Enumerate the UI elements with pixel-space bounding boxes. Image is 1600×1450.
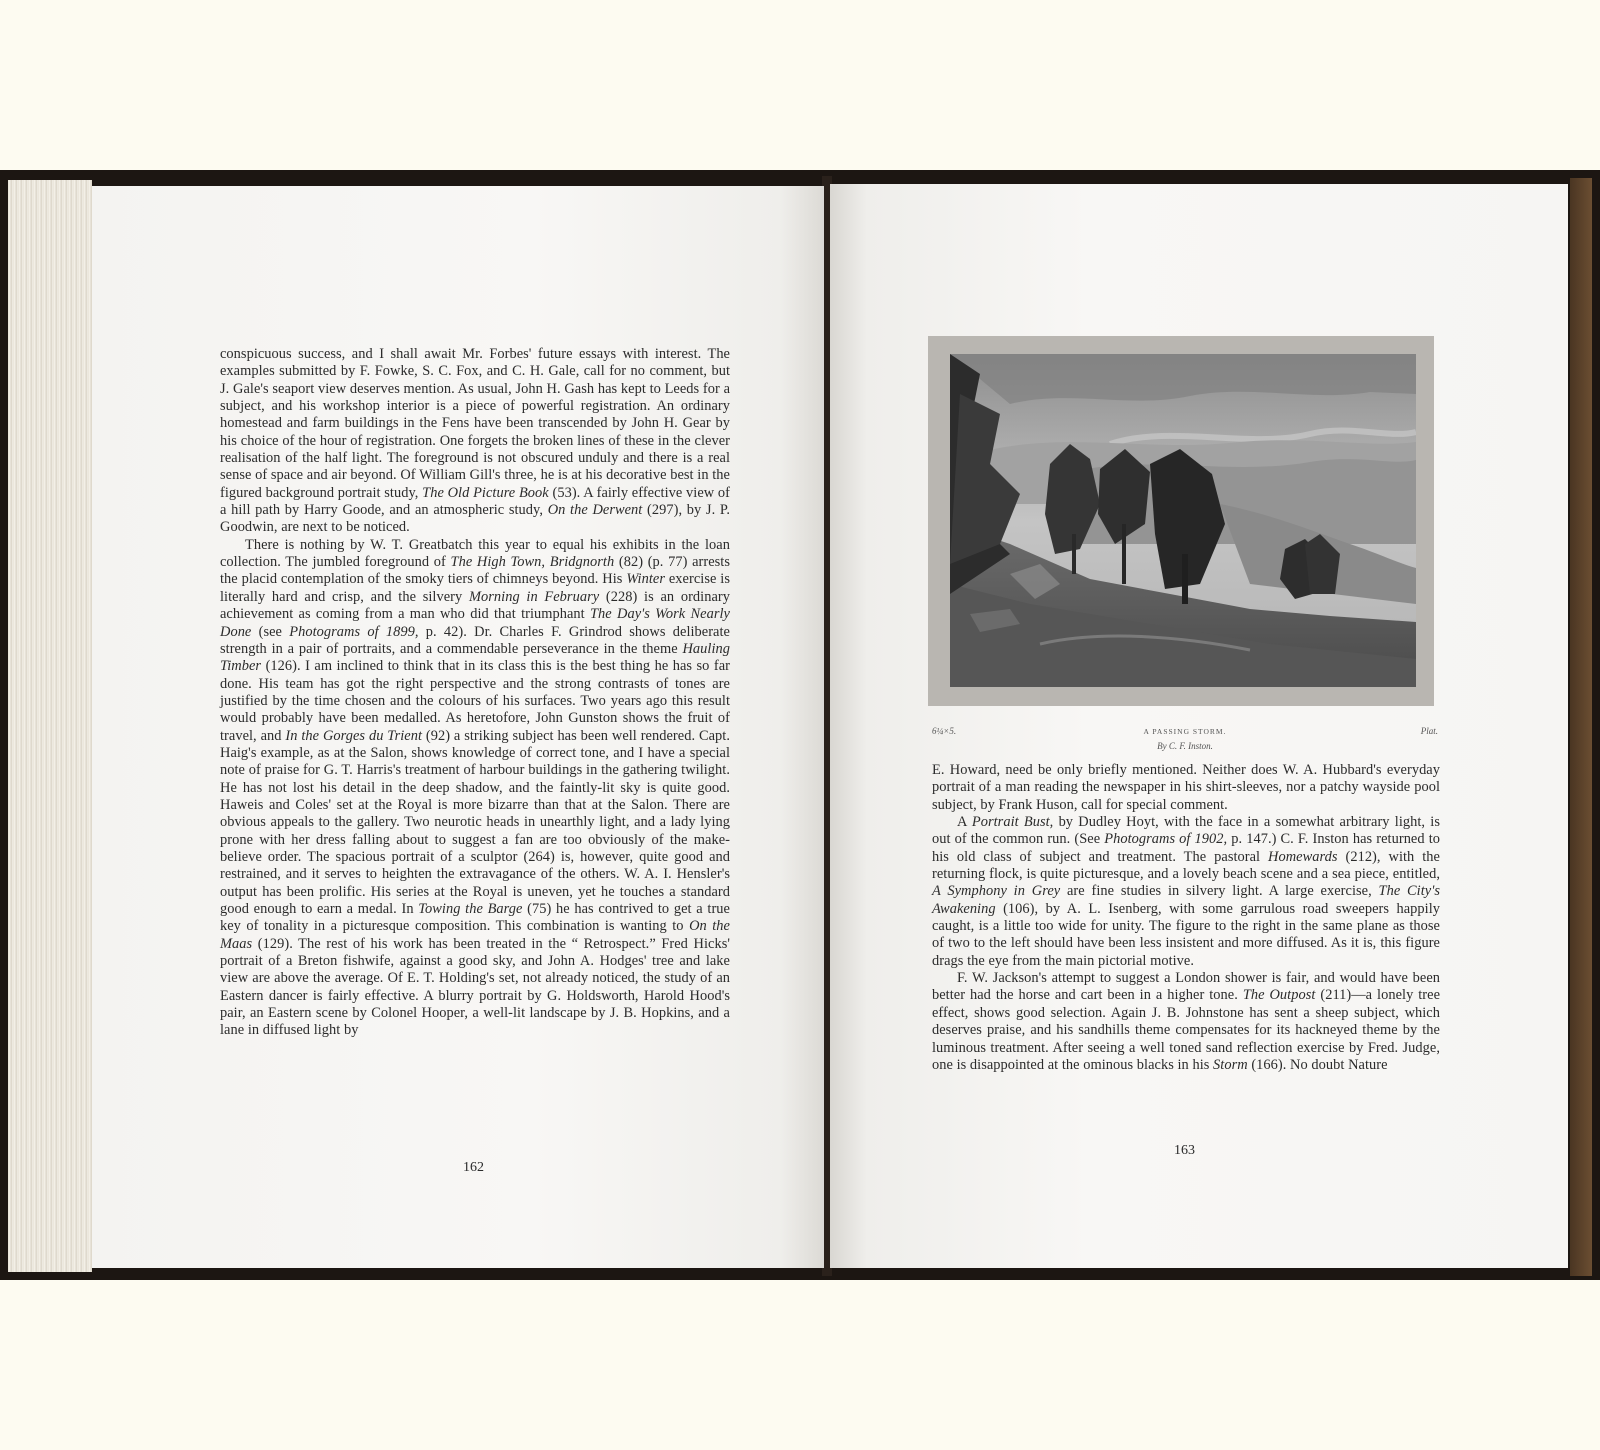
left-page-number: 162	[463, 1160, 484, 1175]
left-paragraph-1: conspicuous success, and I shall await Mr. Forbes' future essays with interest. The examples submitted by F. Fowke, S. C. Fox, and C. H. Gale, call for no comment, but J. Gale's seaport view deserves mention. As usual, John H. Gash has kept to Leeds for a subject, and his workshop interior is a piece of powerful registration. An ordinary homestead and farm buildings in the Fens have been transcended by John H. Gear by his choice of the hour of registration. One forgets the broken lines of these in the clever realisation of the half light. The foreground is not obscured unduly and there is a real sense of space and air beyond. Of William Gill's three, he is at his decorative best in the figured background portrait study, The Old Picture Book (53). A fairly effective view of a hill path by Harry Goode, and an atmospheric study, On the Derwent (297), by J. P. Goodwin, are next to be noticed.	[220, 346, 731, 536]
right-paragraph-2: A Portrait Bust, by Dudley Hoyt, with the face in a somewhat arbitrary light, is out of the common run. (See Photograms of 1902, p. 147.) C. F. Inston has returned to his old class of subject and treatment. The pastoral Homewards (212), with the returning flock, is quite picturesque, and a lovely beach scene and a sea piece, entitled, A Symphony in Grey are fine studies in silvery light. A large exercise, The City's Awakening (106), by A. L. Isenberg, with some garrulous road sweepers happily caught, is a little too wide for unity. The figure to the right in the same plane as those of two to the left should have been less insistent and more diffused. As it is, this figure drags the eye from the main pictorial motive.	[932, 814, 1440, 969]
page-stack-edges	[8, 180, 92, 1272]
right-page-text	[932, 762, 1440, 1074]
plate-size: 6¼×5.	[932, 726, 957, 736]
right-paragraph-1: E. Howard, need be only briefly mentioned. Neither does W. A. Hubbard's everyday portrait of a man reading the newspaper in his shirt-sleeves, nor a patchy wayside pool subject, by Frank Huson, call for special comment.	[932, 762, 1440, 813]
left-paragraph-2: There is nothing by W. T. Greatbatch this year to equal his exhibits in the loan collection. The jumbled foreground of The High Town, Bridgnorth (82) (p. 77) arrests the placid contemplation of the smoky tiers of chimneys beyond. His Winter exercise is literally hard and crisp, and the silvery Morning in February (228) is an ordinary achievement as coming from a man who did that triumphant The Day's Work Nearly Done (see Photograms of 1899, p. 42). Dr. Charles F. Grindrod shows deliberate strength in a pair of portraits, and a commendable perseverance in the theme Hauling Timber (126). I am inclined to think that in its class this is the best thing he has so far done. His team has got the right perspective and the strong contrasts of tones are justified by the time chosen and the colours of his surfaces. Two years ago this result would probably have been medalled. As heretofore, John Gunston shows the fruit of travel, and In the Gorges du Trient (92) a striking subject has been well rendered. Capt. Haig's example, as at the Salon, shows knowledge of correct tone, and I have a special note of praise for G. T. Harris's treatment of harbour buildings in the gathering twilight. He has not lost his detail in the deep shadow, and the faintly-lit sky is quite good. Haweis and Coles' set at the Royal is more bizarre than that at the Salon. There are obvious appeals to the gallery. Two neurotic heads in unearthly light, and a lady lying prone with her dress falling about to suggest a fan are too obviously of the make-believe order. The spacious portrait of a sculptor (264) is, however, quite good and restrained, and it serves to heighten the extravagance of the others. W. A. I. Hensler's output has been prolific. His series at the Royal is uneven, yet he touches a standard good enough to earn a medal. In Towing the Barge (75) he has contrived to get a true key of tonality in a picturesque composition. This combination is wanting to On the Maas (129). The rest of his work has been treated in the “ Retrospect.” Fred Hicks' portrait of a Breton fishwife, against a good sky, and John A. Hodges' tree and lake view are above the average. Of E. T. Holding's set, not already noticed, the study of an Eastern dancer is fairly effective. A blurry portrait by G. Holdsworth, Harold Hood's pair, an Eastern scene by Colonel Hooper, a well-lit landscape by J. B. Hopkins, and a lane in diffused light by	[220, 536, 731, 1039]
plate-credit: By C. F. Inston.	[1157, 741, 1213, 751]
book-cover-edge	[1570, 178, 1592, 1276]
right-page-number: 163	[1174, 1143, 1195, 1158]
landscape-photograph	[950, 354, 1416, 687]
left-page-text	[220, 346, 730, 1040]
landscape-photo-illustration	[950, 354, 1416, 687]
plate-title: A PASSING STORM.	[1143, 727, 1227, 736]
plate-process: Plat.	[1420, 726, 1438, 736]
right-paragraph-3: F. W. Jackson's attempt to suggest a London shower is fair, and would have been better had the horse and cart been in a higher tone. The Outpost (211)—a lonely tree effect, shows good selection. Again J. B. Johnstone has sent a sheep subject, which deserves praise, and his sandhills theme compensates for its hackneyed theme by the luminous treatment. After seeing a well toned sand reflection exercise by Fred. Judge, one is disappointed at the ominous blacks in his Storm (166). No doubt Nature	[932, 970, 1441, 1073]
plate-caption	[932, 726, 1438, 740]
